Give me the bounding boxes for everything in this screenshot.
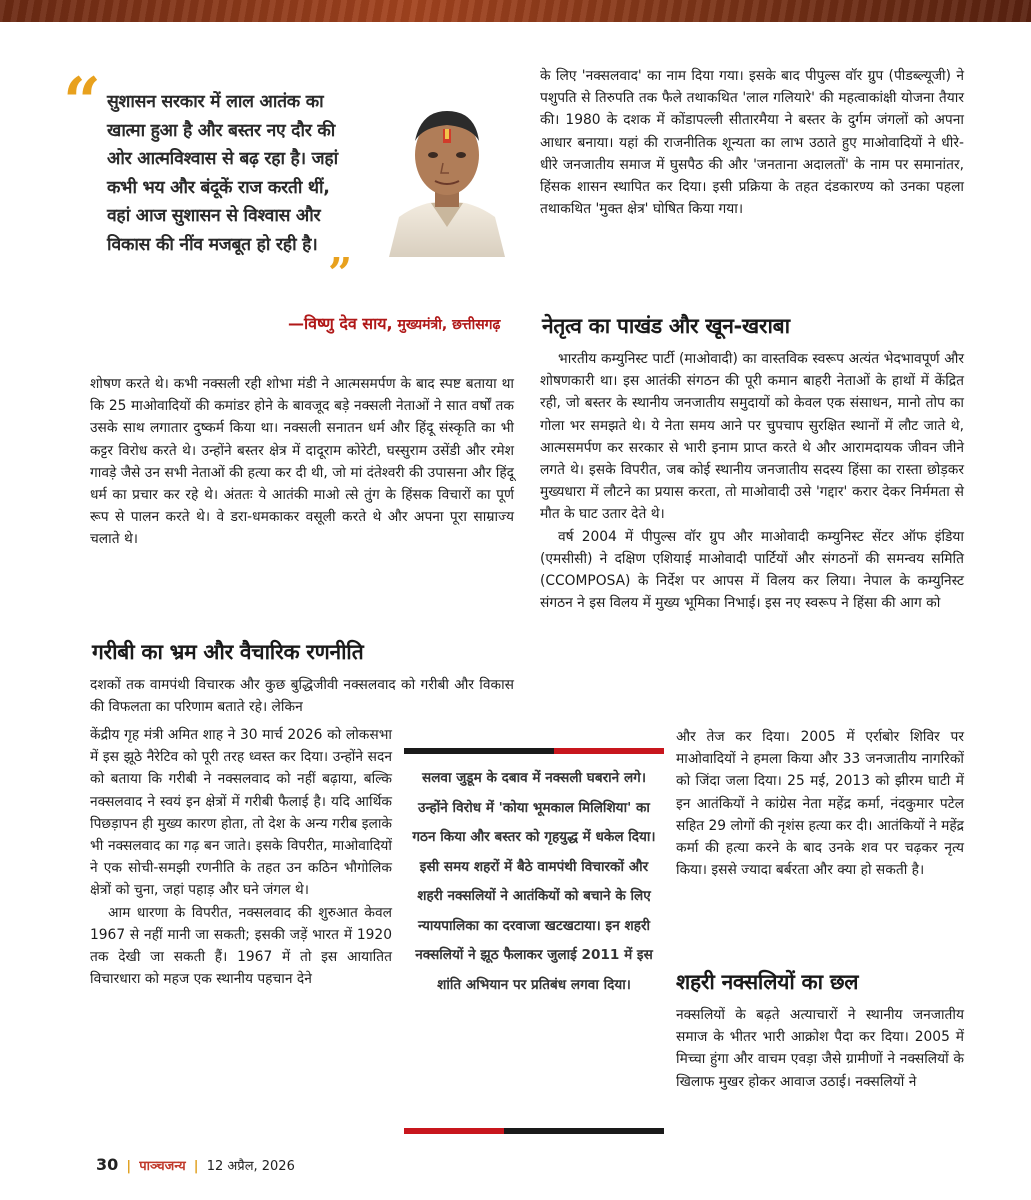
quote-line: ओर आत्मविश्वास से बढ़ रहा है। जहां	[107, 149, 338, 169]
issue-date: 12 अप्रैल, 2026	[206, 1159, 295, 1174]
section-heading-urban-naxals: शहरी नक्सलियों का छल	[676, 970, 859, 994]
callout-top-rule	[404, 748, 664, 754]
right-column-bottom	[676, 1004, 964, 1093]
quote-line: खात्मा हुआ है और बस्तर नए दौर की	[107, 120, 336, 141]
paragraph: दशकों तक वामपंथी विचारक और कुछ बुद्धिजीवी नक्सलवाद को गरीबी और विकास की विफलता का परिणाम बताते रहे। लेकिन	[90, 677, 514, 716]
paragraph: आम धारणा के विपरीत, नक्सलवाद की शुरुआत केवल 1967 से नहीं मानी जा सकती; इसकी जड़ें भारत में 1920 तक देखी जा सकती हैं। 1967 में तो इस आयातित विचारधारा को महज एक स्थानीय पहचान देने	[90, 904, 392, 988]
footer-separator: |	[193, 1159, 199, 1174]
paragraph: शोषण करते थे। कभी नक्सली रही शोभा मंडी ने आत्मसमर्पण के बाद स्पष्ट बताया था कि 25 माओवादियों की कमांडर होने के बावजूद बड़े नक्सली नेताओं ने सात वर्षों तक उसके साथ लगातार दुष्कर्म किया था। नक्सली सनातन धर्म और हिंदू संस्कृति का भी कट्टर विरोध करते थे। उन्होंने बस्तर क्षेत्र में दादूराम कोरेटी, घस्सुराम उसेंडी और रमेश गावड़े जैसे उन सभी नेताओं की हत्या कर दी थी, जो मां दंतेश्वरी की उपासना और हिंदू धर्म का प्रचार कर रहे थे। अंततः ये आतंकी माओ त्से तुंग के हिंसक विचारों का पूर्ण रूप से पालन करते थे। वे डरा-धमकाकर वसूली करते थे और अपना पूरा साम्राज्य चलाते थे।	[90, 376, 514, 548]
right-column-lower	[676, 726, 964, 881]
chief-minister-photo	[381, 89, 513, 257]
page-number: 30	[96, 1155, 119, 1174]
open-quote-icon: “	[63, 63, 101, 141]
magazine-name: पाञ्चजन्य	[139, 1159, 186, 1174]
section-heading-leadership: नेतृत्व का पाखंड और खून-खराबा	[542, 314, 790, 338]
paragraph: भारतीय कम्युनिस्ट पार्टी (माओवादी) का वास्तविक स्वरूप अत्यंत भेदभावपूर्ण और शोषणकारी था। इस आतंकी संगठन की पूरी कमान बाहरी नेताओं के हाथों में केंद्रित रही, जो बस्तर के स्थानीय जनजातीय समुदायों को केवल एक संसाधन, मानो तोप का गोला भर समझते थे। ये नेता समय आने पर चुपचाप सुरक्षित स्थानों में लौट जाते थे, आत्मसमर्पण कर सरकार से भारी इनाम प्राप्त करते थे और आरामदायक जीवन जीने लगते थे। इसके विपरीत, जब कोई स्थानीय जनजातीय सदस्य हिंसा का रास्ता छोड़कर मुख्यधारा में लौटने का प्रयास करता, तो माओवादी उसे 'गद्दार' करार देकर निर्ममता से मौत के घाट उतार देते थे।	[540, 351, 964, 523]
quote-attribution	[288, 312, 500, 334]
left-column-mid	[90, 674, 514, 718]
left-column-top	[90, 373, 514, 551]
callout-bottom-rule	[404, 1128, 664, 1134]
quote-author: —विष्णु देव साय,	[288, 314, 393, 333]
pull-quote	[63, 63, 523, 337]
paragraph: नक्सलियों के बढ़ते अत्याचारों ने स्थानीय जनजातीय समाज के भीतर भारी आक्रोश पैदा कर दिया। 2005 में मिच्चा हुंगा और वाचम एवड़ा जैसे ग्रामीणों ने नक्सलियों के खिलाफ मुखर होकर आवाज उठाई। नक्सलियों ने	[676, 1007, 964, 1090]
right-column-top	[540, 65, 964, 220]
quote-text	[107, 88, 407, 259]
paragraph: के लिए 'नक्सलवाद' का नाम दिया गया। इसके बाद पीपुल्स वॉर ग्रुप (पीडब्ल्यूजी) ने पशुपति से तिरुपति तक फैले तथाकथित 'लाल गलियारे' की महत्वाकांक्षी योजना तैयार की। 1980 के दशक में कोंडापल्ली सीतारमैया ने बस्तर के दुर्गम जंगलों को अपना आधार बनाया। यहां की राजनीतिक शून्यता का लाभ उठाते हुए माओवादियों ने धीरे-धीरे जनजातीय समाज में घुसपैठ की और 'जनताना अदालतों' के नाम पर समानांतर, हिंसक शासन स्थापित कर दिया। इसी प्रक्रिया के तहत दंडकारण्य को उनका पहला तथाकथित 'मुक्त क्षेत्र' घोषित किया गया।	[540, 68, 964, 218]
quote-line: वहां आज सुशासन से विश्वास और	[107, 206, 321, 226]
paragraph: केंद्रीय गृह मंत्री अमित शाह ने 30 मार्च 2026 को लोकसभा में इस झूठे नैरेटिव को पूरी तरह ध्वस्त कर दिया। उन्होंने सदन को बताया कि गरीबी ने नक्सलवाद को नहीं बढ़ाया, बल्कि नक्सलवाद ने स्वयं इन क्षेत्रों में गरीबी फैलाई है। यदि आर्थिक पिछड़ापन ही मुख्य कारण होता, तो देश के अन्य गरीब इलाके भी नक्सलवाद का गढ़ बन जाते। इसके विपरीत, माओवादियों ने एक सोची-समझी रणनीति के तहत उन कठिन भौगोलिक क्षेत्रों को चुना, जहां पहाड़ और घने जंगल थे।	[90, 727, 392, 899]
callout-text: सलवा जुडूम के दबाव में नक्सली घबराने लगे। उन्होंने विरोध में 'कोया भूमकाल मिलिशिया' का गठन किया और बस्तर को गृहयुद्ध में धकेल दिया। इसी समय शहरों में बैठे वामपंथी विचारकों और शहरी नक्सलियों ने आतंकियों को बचाने के लिए न्यायपालिका का दरवाजा खटखटाया। इन शहरी नक्सलियों ने झूठ फैलाकर जुलाई 2011 में इस शांति अभियान पर प्रतिबंध लगवा दिया।	[412, 770, 656, 993]
paragraph: वर्ष 2004 में पीपुल्स वॉर ग्रुप और माओवादी कम्युनिस्ट सेंटर ऑफ इंडिया (एमसीसी) ने दक्षिण एशियाई माओवादी पार्टियों और संगठनों की समन्वय समिति (CCOMPOSA) के निर्देश पर आपस में विलय कर लिया। नेपाल के कम्युनिस्ट संगठन ने इस विलय में मुख्य भूमिका निभाई। इस नए स्वरूप ने हिंसा की आग को	[540, 528, 964, 612]
callout-box	[404, 748, 664, 1134]
section-heading-poverty: गरीबी का भ्रम और वैचारिक रणनीति	[92, 640, 364, 664]
right-column-mid	[540, 348, 964, 614]
footer-separator: |	[126, 1159, 132, 1174]
quote-line: सुशासन सरकार में लाल आतंक का	[107, 92, 324, 112]
close-quote-icon: ”	[328, 249, 353, 298]
page-footer	[96, 1155, 295, 1174]
quote-line: कभी भय और बंदूकें राज करती थीं,	[107, 177, 330, 198]
paragraph: और तेज कर दिया। 2005 में एर्राबोर शिविर पर माओवादियों ने हमला किया और 33 जनजातीय नागरिकों को जिंदा जला दिया। 25 मई, 2013 को झीरम घाटी में इन आतंकियों ने कांग्रेस नेता महेंद्र कर्मा, नंदकुमार पटेल सहित 29 लोगों की नृशंस हत्या कर दी। आतंकियों ने महेंद्र कर्मा की हत्या करने के बाद उनके शव पर चढ़कर नृत्य किया। इससे ज्यादा बर्बरता और क्या हो सकती है।	[676, 729, 964, 879]
quote-line: विकास की नींव मजबूत हो रही है।	[107, 234, 318, 255]
left-column-bottom	[90, 724, 392, 990]
quote-author-role: मुख्यमंत्री, छत्तीसगढ़	[392, 317, 501, 333]
top-decorative-band	[0, 0, 1031, 22]
